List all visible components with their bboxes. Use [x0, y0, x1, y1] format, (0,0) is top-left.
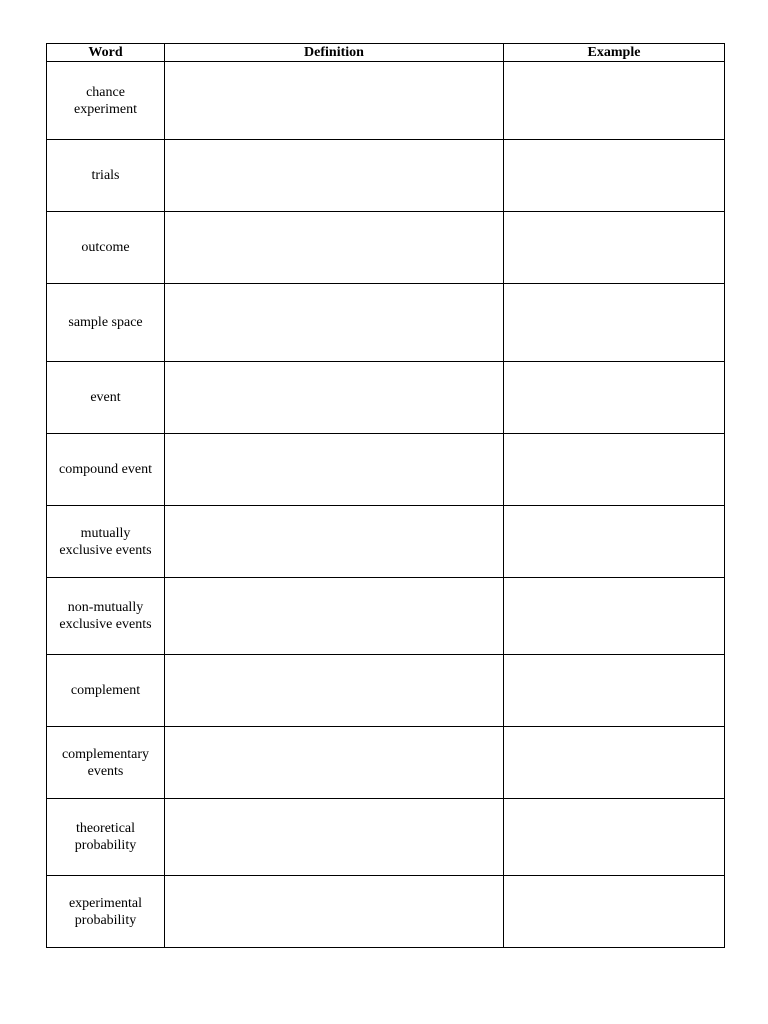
- definition-cell[interactable]: [165, 876, 504, 948]
- table-row: [47, 284, 725, 362]
- definition-cell[interactable]: [165, 140, 504, 212]
- table-row: [47, 799, 725, 876]
- example-cell[interactable]: [504, 799, 725, 876]
- table-row: [47, 212, 725, 284]
- example-cell[interactable]: [504, 62, 725, 140]
- definition-cell[interactable]: [165, 434, 504, 506]
- example-cell[interactable]: [504, 876, 725, 948]
- table-row: [47, 434, 725, 506]
- table-row: [47, 727, 725, 799]
- example-cell[interactable]: [504, 284, 725, 362]
- table-row: [47, 578, 725, 655]
- table-row: [47, 876, 725, 948]
- word-cell: trials: [47, 140, 165, 212]
- worksheet: [46, 43, 724, 948]
- word-cell: mutually exclusive events: [47, 506, 165, 578]
- word-cell: complementary events: [47, 727, 165, 799]
- word-cell: chance experiment: [47, 62, 165, 140]
- example-cell[interactable]: [504, 212, 725, 284]
- word-cell: compound event: [47, 434, 165, 506]
- definition-cell[interactable]: [165, 727, 504, 799]
- definition-cell[interactable]: [165, 62, 504, 140]
- word-cell: theoretical probability: [47, 799, 165, 876]
- vocabulary-table: [46, 43, 725, 948]
- word-cell: event: [47, 362, 165, 434]
- example-cell[interactable]: [504, 140, 725, 212]
- table-row: [47, 362, 725, 434]
- example-cell[interactable]: [504, 362, 725, 434]
- definition-cell[interactable]: [165, 655, 504, 727]
- definition-cell[interactable]: [165, 578, 504, 655]
- word-cell: complement: [47, 655, 165, 727]
- example-cell[interactable]: [504, 506, 725, 578]
- example-cell[interactable]: [504, 434, 725, 506]
- header-definition: Definition: [165, 44, 504, 62]
- table-row: [47, 140, 725, 212]
- definition-cell[interactable]: [165, 212, 504, 284]
- word-cell: non-mutually exclusive events: [47, 578, 165, 655]
- definition-cell[interactable]: [165, 284, 504, 362]
- word-cell: sample space: [47, 284, 165, 362]
- definition-cell[interactable]: [165, 506, 504, 578]
- table-row: [47, 655, 725, 727]
- table-row: [47, 506, 725, 578]
- table-row: [47, 62, 725, 140]
- header-word: Word: [47, 44, 165, 62]
- example-cell[interactable]: [504, 578, 725, 655]
- definition-cell[interactable]: [165, 362, 504, 434]
- example-cell[interactable]: [504, 655, 725, 727]
- header-example: Example: [504, 44, 725, 62]
- word-cell: experimental probability: [47, 876, 165, 948]
- definition-cell[interactable]: [165, 799, 504, 876]
- table-header-row: [47, 44, 725, 62]
- word-cell: outcome: [47, 212, 165, 284]
- example-cell[interactable]: [504, 727, 725, 799]
